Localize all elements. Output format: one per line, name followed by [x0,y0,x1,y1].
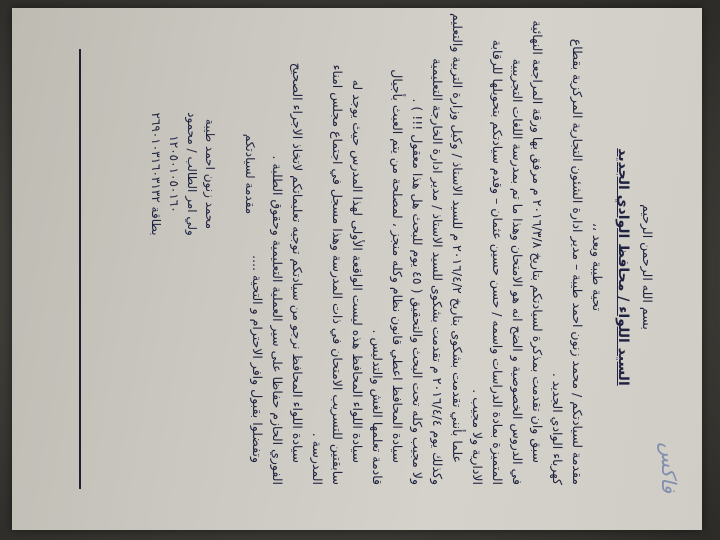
body-line: مقدمة لسيادتكم / محمد زنون احمد طيبة – مدير ادارة الشئون التجارية المركزية بقطاع [570,38,585,485]
body-line: سابقتين للتسريب الامتحان في ذات المدرسة وهذا مسجل في اجتماع مجلس امناء [330,64,345,485]
signature-block [147,79,259,269]
body-line: سبق وان تقدمت بمذكرة لسيادتكم بتاريخ ٢٠١٦/٣/٨ م مرفق بها ورقة المراجعة النهائية [530,20,545,463]
body-line: المدرسة . [310,432,325,485]
signature-phone: ١٢٠٥٠١٠٥٠١٦٠ [167,135,181,213]
bottom-divider-line [79,49,81,489]
signature-closing: مقدمة لسيادتكم [243,133,257,215]
body-line: كهرباء الوادي الجديد . [550,372,565,485]
body-line: في الدروس الخصوصية و الضح انه هو الامتحان وهذا ما تم بمدرسة اللغات التجريبية [510,58,525,485]
handwritten-mark: فاكس [657,442,681,493]
addressee: السيد اللواء / محافظ الوادي الجديد [615,148,631,386]
body-line: علما بأنني تقدمت بشكوى بتاريخ ٢٠١٦/٤/٢ م للسيد الاستاذ / وكيل وزارة التربية والتعليم [450,13,465,463]
body-line: الادارية ولا مجيب . [470,389,485,485]
body-line: المتميزة بمادة الدراسات واسمه / حسن حسين عثمان – وقدم سيادتكم بتحويلها للرقابة [490,39,505,485]
body-line: سيادة اللواء المحافظ نرجو من سيادتكم توجيه تعليماتكم لاتخاذ الاجراء الصحيح [290,62,305,463]
greeting: تحية طيبة وبعد ،، [590,222,605,312]
body-line: سيادة المحافظ اعطي قانون نظام وكله منجز ، لمصلحة من يتم العبث بأجيال [390,69,405,463]
body-line: قادمة تعلمها الغش والتدليس . [370,329,385,485]
paper-sheet [12,8,702,530]
signature-role: ولي امر الطالب / محمود [185,112,199,236]
body-line: ولا مجيب وكله تحت البحث والتحقيق ( ٤٥ يوم للبحث هل هذا معقول !!! ) . [410,98,425,485]
letter-content [27,13,687,519]
rotated-page [27,13,687,519]
basmala: بسم الله الرحمن الرحيم [640,204,655,330]
body-line: الفوري الحازم حفاظا على سير العملية التعليمية وحقوق الطلبة . [270,155,285,485]
body-line: سيادة اللواء المحافظ هذه ليست الواقعة الأولى لهذا المدرس حيث يوجد له [350,79,365,463]
body-line: وتفضلوا بقبول وافر الاحترام و التحية .... [250,255,265,463]
signature-name: محمد زنون احمد طيبة [203,118,217,230]
body-line: وكذلك يوم ٢٠١٦/٤/٤ م تقدمت بشكوى للسيد الاستاذ / مدير ادارة الخارجة التعليمية [430,58,445,485]
signature-id-card: بطاقة ٢٦٩٠١٠٣١٦٠٣١٣٢ [149,112,163,236]
